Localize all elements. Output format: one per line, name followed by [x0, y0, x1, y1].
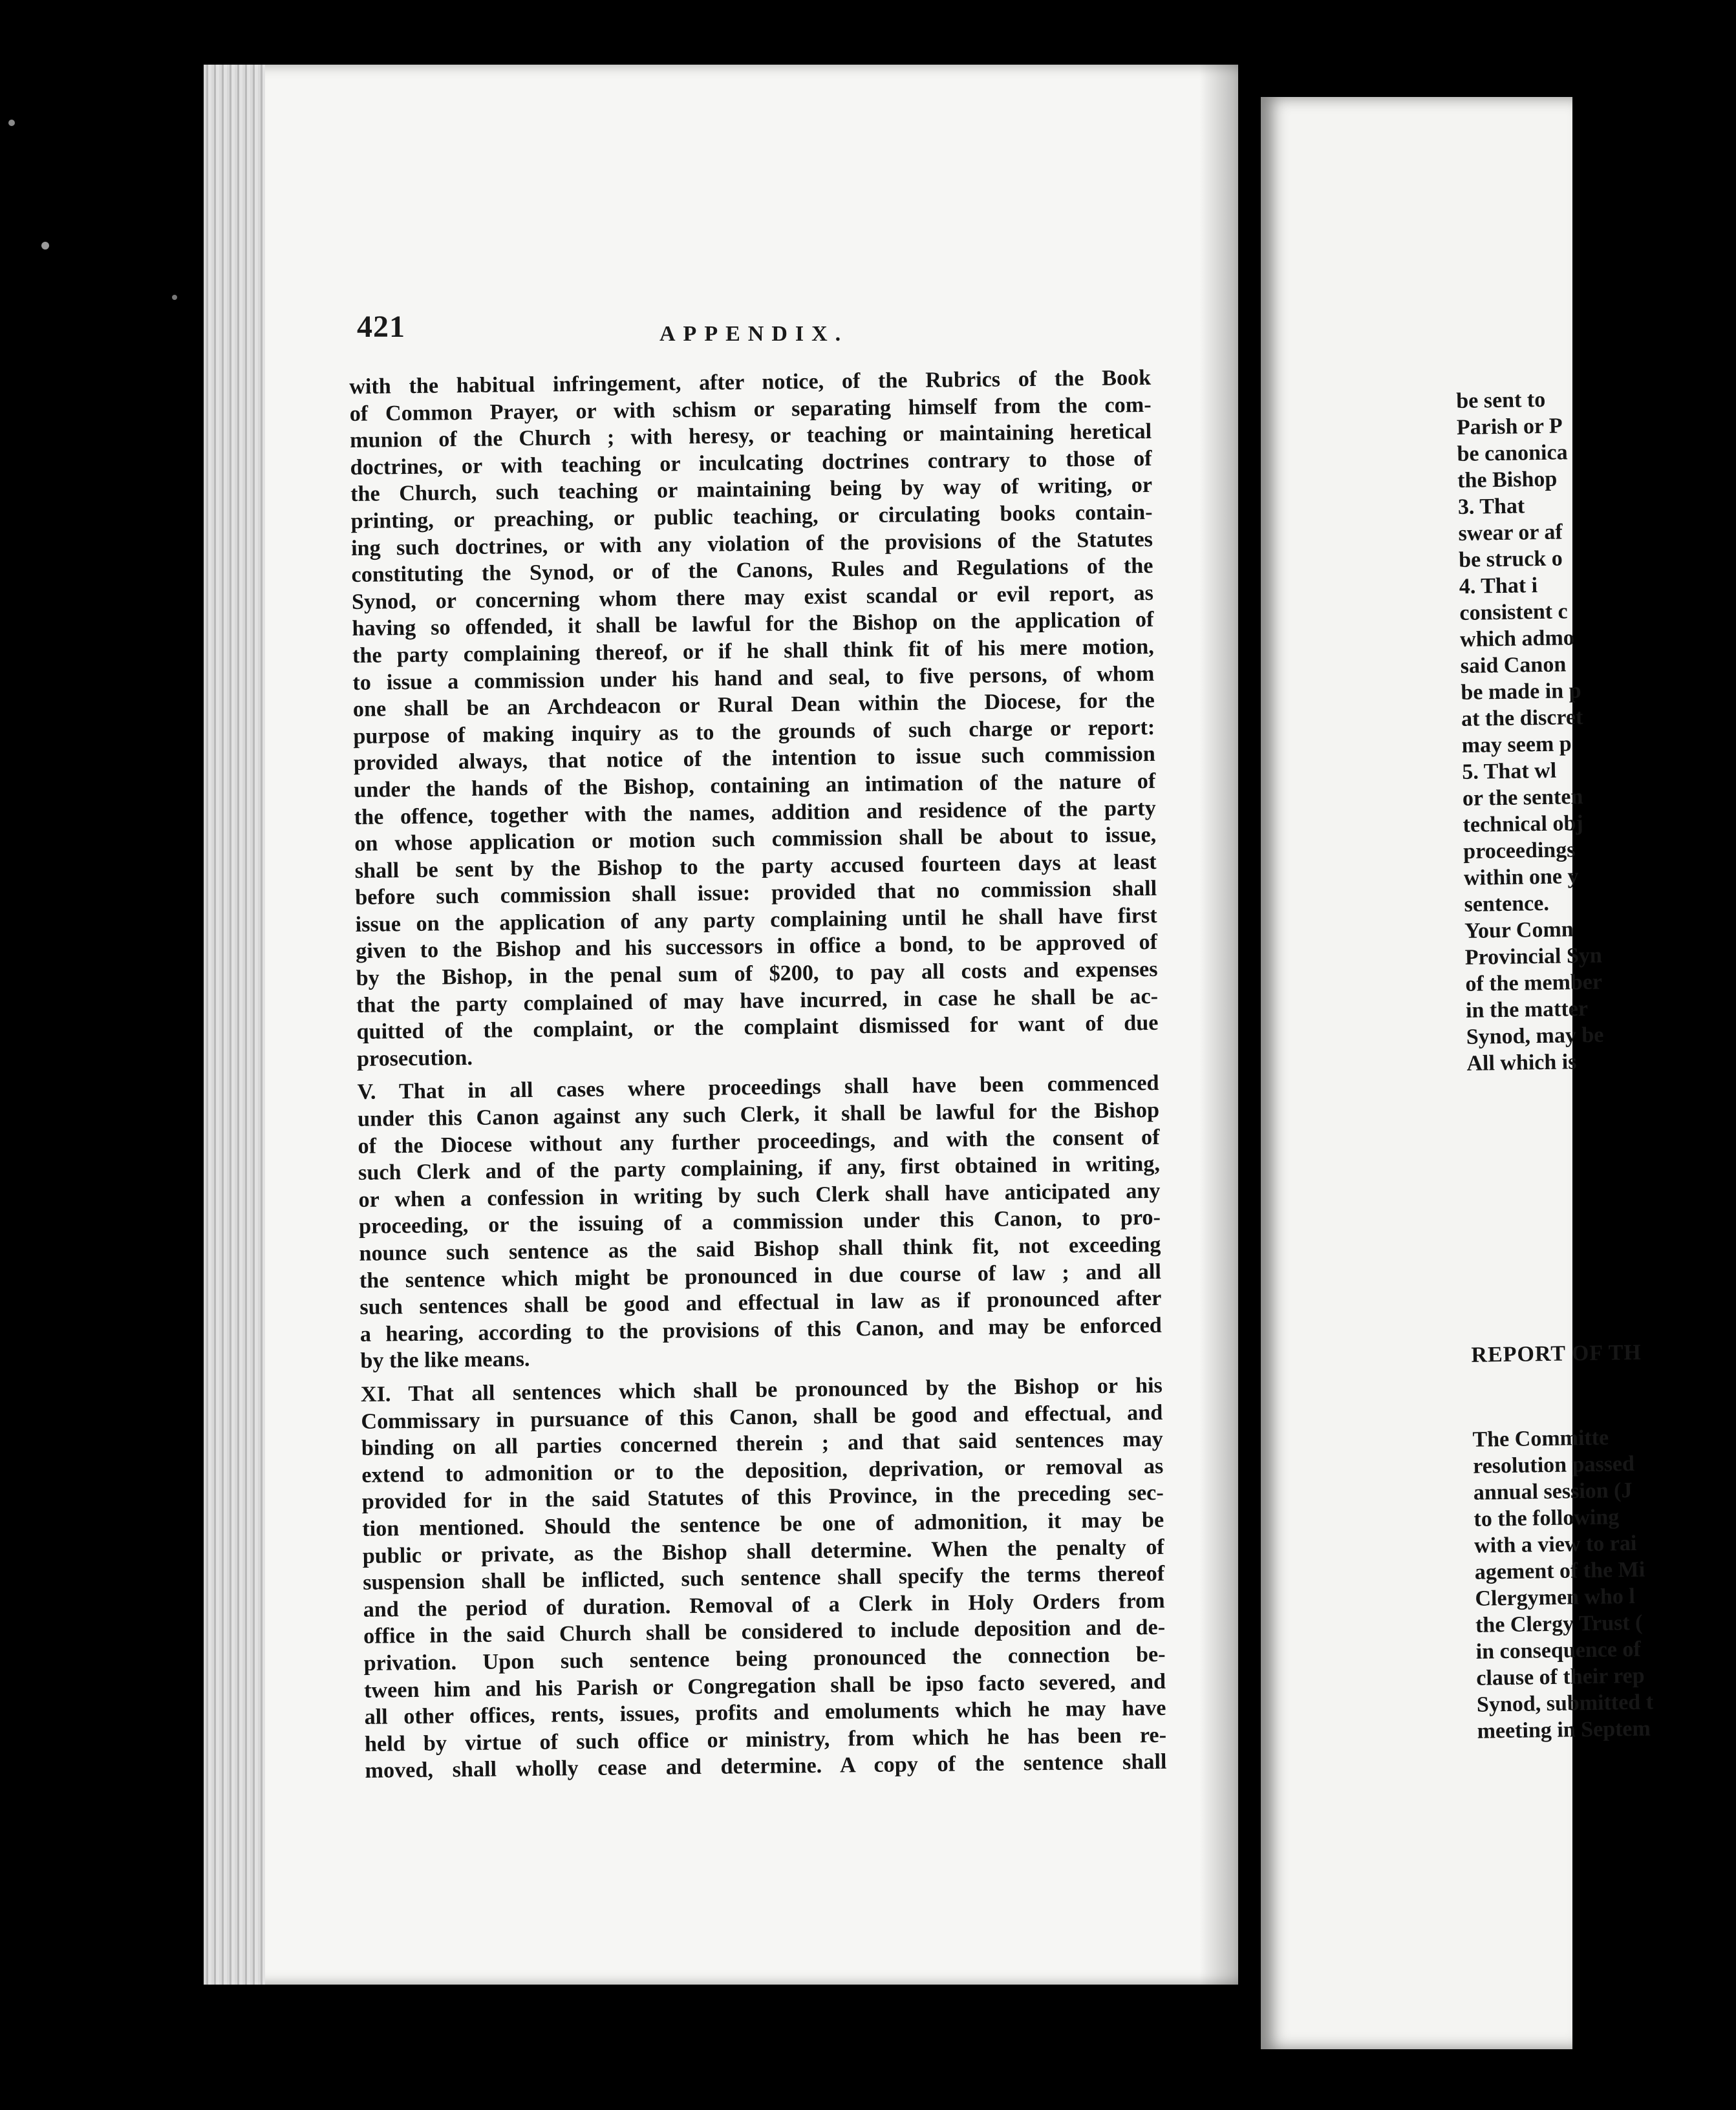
right-body-line: Synod, may be — [1466, 1023, 1604, 1049]
right-body-line: All which is — [1466, 1050, 1577, 1076]
body-text-line: office in the said Church shall be considered to include deposition and de- — [363, 1615, 1166, 1649]
page-stack-edge — [204, 65, 265, 1985]
body-text-line: privation. Upon such sentence being pronounced the connection be- — [363, 1642, 1166, 1676]
right-body-line: sentence. — [1464, 891, 1550, 917]
body-text-line: proceeding, or the issuing of a commission under this Canon, to pro- — [358, 1206, 1161, 1239]
right-body-line: technical obj — [1463, 811, 1583, 837]
right-body-line: clause of their rep — [1476, 1663, 1645, 1690]
dust-speck — [8, 120, 15, 126]
right-body-line: may seem p — [1461, 732, 1572, 758]
report-heading: REPORT OF TH — [1471, 1340, 1642, 1367]
body-text-line: and the period of duration. Removal of a Clerk in Holy Orders from — [363, 1588, 1165, 1622]
right-body-line: the Clergy Trust ( — [1475, 1610, 1643, 1637]
body-text-line: of Common Prayer, or with schism or separating himself from the com- — [349, 392, 1152, 426]
body-text-line: to issue a commission under his hand and seal, to five persons, of whom — [352, 661, 1155, 695]
right-body-line: agement of the Mi — [1474, 1557, 1645, 1584]
body-text-line: a hearing, according to the provisions of this Canon, and may be enforced — [359, 1313, 1162, 1347]
dust-speck — [172, 295, 177, 300]
body-text-line: the Church, such teaching or maintaining being by way of writing, or — [350, 473, 1153, 507]
right-body-line: be made in p — [1461, 679, 1581, 705]
body-text-line: the party complaining thereof, or if he shall think fit of his mere motion, — [352, 634, 1155, 668]
body-text-line: by the like means. — [360, 1347, 530, 1374]
right-page-body — [1456, 384, 1736, 1745]
right-body-line: The Committe — [1472, 1425, 1609, 1452]
paragraph-gap — [1472, 1365, 1731, 1427]
right-body-line: in consequence of — [1475, 1637, 1641, 1664]
body-text-line: V. That in all cases where proceedings shall have been commenced — [357, 1071, 1159, 1105]
right-body-line: the Bishop — [1457, 467, 1558, 493]
right-body-line: Parish or P — [1456, 414, 1563, 440]
body-text-line: doctrines, or with teaching or inculcating doctrines contrary to those of — [350, 446, 1152, 480]
right-body-line: Clergymen who l — [1475, 1584, 1636, 1611]
dust-speck — [41, 242, 49, 250]
body-text-line: binding on all parties concerned therein ; and that said sentences may — [361, 1427, 1163, 1461]
right-body-line: proceedings — [1463, 838, 1576, 864]
right-body-line: with a view to rai — [1473, 1531, 1637, 1558]
body-text-line: provided for in the said Statutes of this Province, in the preceding sec- — [361, 1481, 1164, 1515]
right-body-line: in the matter — [1465, 996, 1589, 1023]
body-text-line: such sentences shall be good and effectual in law as if pronounced after — [359, 1286, 1162, 1320]
body-text-line: tion mentioned. Should the sentence be one of admonition, it may be — [362, 1508, 1164, 1541]
body-text-line: constituting the Synod, or of the Canons, Rules and Regulations of the — [351, 554, 1153, 588]
right-body-line: within one y — [1463, 864, 1579, 890]
page-gutter-shadow — [1199, 65, 1238, 1985]
body-text-line: or when a confession in writing by such Clerk shall have anticipated any — [358, 1178, 1161, 1212]
body-text-line: shall be sent by the Bishop to the party accused fourteen days at least — [354, 849, 1157, 883]
running-title: APPENDIX. — [659, 322, 849, 346]
right-body-line: Your Comn — [1464, 917, 1574, 943]
right-body-line: at the discret — [1461, 705, 1583, 731]
right-body-line: 5. That wl — [1462, 758, 1557, 784]
body-text-line: prosecution. — [356, 1045, 473, 1071]
right-body-line: of the member — [1465, 970, 1603, 996]
right-body-line: annual session (J — [1473, 1478, 1633, 1505]
right-body-line: be struck o — [1458, 546, 1563, 572]
body-text-line: printing, or preaching, or public teaching, or circulating books contain- — [350, 500, 1153, 533]
right-body-line: 4. That i — [1459, 573, 1538, 599]
body-text-line: all other offices, rents, issues, profits and emoluments which he may have — [364, 1696, 1166, 1729]
body-text-line: under this Canon against any such Clerk, it shall be lawful for the Bishop — [357, 1098, 1160, 1131]
body-text-line: moved, shall wholly cease and determine. A copy of the sentence shall — [365, 1750, 1167, 1784]
body-text-line: with the habitual infringement, after notice, of the Rubrics of the Book — [349, 365, 1152, 399]
body-text-line: munion of the Church ; with heresy, or teaching or maintaining heretical — [349, 420, 1152, 453]
right-body-line: swear or af — [1458, 520, 1563, 546]
body-text-line: of the Diocese without any further proceedings, and with the consent of — [358, 1125, 1160, 1158]
left-page-body — [349, 365, 1167, 1785]
body-text-line: suspension shall be inflicted, such sentence shall specify the terms thereof — [363, 1561, 1165, 1595]
body-text-line: Synod, or concerning whom there may exist scandal or evil report, as — [351, 581, 1154, 614]
body-text-line: before such commission shall issue: provided that no commission shall — [354, 877, 1157, 910]
right-body-line: Synod, submitted t — [1476, 1690, 1654, 1717]
body-text-line: held by virtue of such office or ministry, from which he has been re- — [364, 1723, 1167, 1756]
right-body-line: Provincial Syn — [1464, 943, 1603, 970]
body-text-line: Commissary in pursuance of this Canon, shall be good and effectual, and — [361, 1400, 1163, 1434]
right-body-line: which admo — [1459, 626, 1575, 652]
body-text-line: provided always, that notice of the intention to issue such commission — [353, 742, 1155, 776]
right-body-line: to the following — [1473, 1505, 1620, 1531]
body-text-line: public or private, as the Bishop shall determine. When the penalty of — [362, 1535, 1164, 1568]
body-text-line: XI. That all sentences which shall be pronounced by the Bishop or his — [360, 1373, 1163, 1407]
right-body-line: be canonica — [1457, 440, 1568, 466]
body-text-line: the sentence which might be pronounced in due course of law ; and all — [359, 1259, 1162, 1293]
right-body-line: consistent c — [1459, 599, 1568, 625]
body-text-line: the offence, together with the names, addition and residence of the party — [354, 796, 1156, 829]
body-text-line: purpose of making inquiry as to the grounds of such charge or report: — [353, 715, 1155, 749]
right-body-line: 3. That — [1457, 494, 1525, 519]
body-text-line: one shall be an Archdeacon or Rural Dean within the Diocese, for the — [352, 688, 1155, 722]
right-body-line: resolution passed — [1472, 1451, 1635, 1478]
body-text-line: by the Bishop, in the penal sum of $200, to pay all costs and expenses — [356, 957, 1158, 991]
body-text-line: under the hands of the Bishop, containing an intimation of the nature of — [354, 769, 1156, 802]
body-text-line: ing such doctrines, or with any violation of the provisions of the Statutes — [350, 527, 1153, 560]
body-text-line: that the party complained of may have incurred, in case he shall be ac- — [356, 984, 1159, 1018]
body-text-line: such Clerk and of the party complaining, if any, first obtained in writing, — [358, 1152, 1161, 1186]
page-number: 421 — [357, 310, 405, 344]
body-text-line: issue on the application of any party complaining until he shall have first — [355, 903, 1157, 937]
body-text-line: tween him and his Parish or Congregation shall be ipso facto severed, and — [363, 1669, 1166, 1703]
body-text-line: quitted of the complaint, or the complaint dismissed for want of due — [356, 1011, 1159, 1045]
right-body-line: or the senten — [1462, 784, 1583, 811]
paragraph-gap — [1467, 1073, 1730, 1342]
right-body-line: be sent to — [1456, 387, 1546, 413]
body-text-line: having so offended, it shall be lawful for the Bishop on the application of — [352, 608, 1154, 641]
body-text-line: extend to admonition or to the deposition, deprivation, or removal as — [361, 1454, 1164, 1487]
right-body-line: said Canon — [1460, 652, 1567, 678]
body-text-line: given to the Bishop and his successors in office a bond, to be approved of — [355, 930, 1158, 964]
right-body-line: meeting in Septem — [1477, 1716, 1651, 1743]
body-text-line: nounce such sentence as the said Bishop shall think fit, not exceeding — [359, 1232, 1161, 1266]
body-text-line: on whose application or motion such commission shall be about to issue, — [354, 822, 1157, 857]
